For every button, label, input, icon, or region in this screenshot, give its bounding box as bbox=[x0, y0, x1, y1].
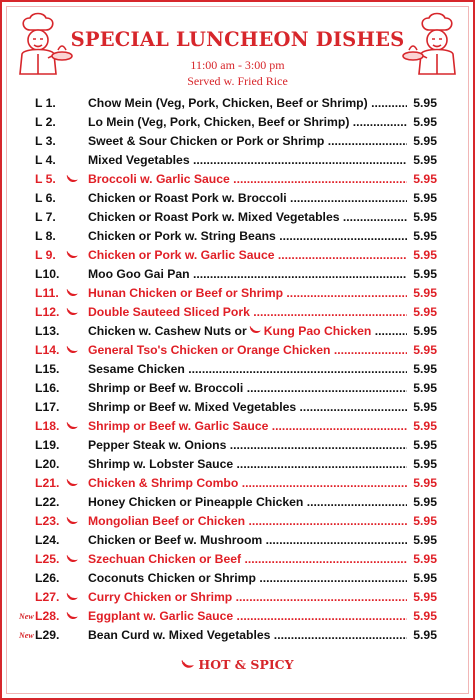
item-price: 5.95 bbox=[413, 476, 437, 490]
item-price: 5.95 bbox=[413, 362, 437, 376]
item-number: L10. bbox=[35, 267, 60, 281]
item-price: 5.95 bbox=[413, 590, 437, 604]
item-number: L29. bbox=[35, 628, 60, 642]
item-number: L12. bbox=[35, 305, 60, 319]
item-number: L15. bbox=[35, 362, 60, 376]
item-price: 5.95 bbox=[413, 400, 437, 414]
menu-item bbox=[2, 208, 473, 227]
item-price: 5.95 bbox=[413, 419, 437, 433]
item-name: Curry Chicken or Shrimp ..... bbox=[88, 588, 407, 607]
menu-item bbox=[2, 170, 473, 189]
menu-item bbox=[2, 246, 473, 265]
item-name: Honey Chicken or Pineapple Chicken ..... bbox=[88, 493, 407, 512]
item-name: Chicken or Beef w. Mushroom ..... bbox=[88, 531, 407, 550]
item-number: L16. bbox=[35, 381, 60, 395]
menu-list bbox=[2, 94, 473, 645]
item-price: 5.95 bbox=[413, 210, 437, 224]
item-number: L23. bbox=[35, 514, 60, 528]
item-number: L 7. bbox=[35, 210, 56, 224]
menu-item bbox=[2, 455, 473, 474]
item-name: Sesame Chicken ..... bbox=[88, 360, 407, 379]
menu-item bbox=[2, 531, 473, 550]
item-price: 5.95 bbox=[413, 96, 437, 110]
item-number: L 5. bbox=[35, 172, 56, 186]
menu-item bbox=[2, 227, 473, 246]
chili-pepper-icon bbox=[66, 308, 79, 317]
item-name: Lo Mein (Veg, Pork, Chicken, Beef or Shrimp) ..... bbox=[88, 113, 407, 132]
item-number: L18. bbox=[35, 419, 60, 433]
item-name: Shrimp w. Lobster Sauce ..... bbox=[88, 455, 407, 474]
chili-pepper-icon bbox=[66, 517, 79, 526]
menu-item bbox=[2, 341, 473, 360]
served-note: Served w. Fried Rice bbox=[187, 74, 288, 88]
menu-item bbox=[2, 322, 473, 341]
menu-item bbox=[2, 151, 473, 170]
hours-text: 11:00 am - 3:00 pm bbox=[190, 58, 285, 72]
item-name: Sweet & Sour Chicken or Pork or Shrimp ..... bbox=[88, 132, 407, 151]
chili-pepper-icon bbox=[181, 660, 195, 670]
item-number: L20. bbox=[35, 457, 60, 471]
menu-item bbox=[2, 607, 473, 626]
item-number: L26. bbox=[35, 571, 60, 585]
item-price: 5.95 bbox=[413, 381, 437, 395]
item-price: 5.95 bbox=[413, 134, 437, 148]
item-price: 5.95 bbox=[413, 552, 437, 566]
menu-item bbox=[2, 94, 473, 113]
menu-item bbox=[2, 132, 473, 151]
item-number: L 3. bbox=[35, 134, 56, 148]
menu-item bbox=[2, 417, 473, 436]
item-price: 5.95 bbox=[413, 628, 437, 642]
item-name: Szechuan Chicken or Beef ..... bbox=[88, 550, 407, 569]
item-number: L22. bbox=[35, 495, 60, 509]
chili-pepper-icon bbox=[66, 175, 79, 184]
item-name: Chicken or Pork w. Garlic Sauce ..... bbox=[88, 246, 407, 265]
item-number: L24. bbox=[35, 533, 60, 547]
item-spicy-variant: Kung Pao Chicken bbox=[263, 324, 372, 338]
menu-item bbox=[2, 379, 473, 398]
item-number: L25. bbox=[35, 552, 60, 566]
item-name: Shrimp or Beef w. Mixed Vegetables ..... bbox=[88, 398, 407, 417]
item-name: General Tso's Chicken or Orange Chicken ..... bbox=[88, 341, 407, 360]
item-number: L11. bbox=[35, 286, 59, 300]
new-badge: New bbox=[19, 612, 34, 621]
item-name: Mongolian Beef or Chicken ..... bbox=[88, 512, 407, 531]
menu-item bbox=[2, 265, 473, 284]
item-name: Chicken & Shrimp Combo ..... bbox=[88, 474, 407, 493]
item-price: 5.95 bbox=[413, 305, 437, 319]
menu-item bbox=[2, 626, 473, 645]
item-name: Bean Curd w. Mixed Vegetables ..... bbox=[88, 626, 407, 645]
item-name: Hunan Chicken or Beef or Shrimp ..... bbox=[88, 284, 407, 303]
item-name: Pepper Steak w. Onions ..... bbox=[88, 436, 407, 455]
item-price: 5.95 bbox=[413, 514, 437, 528]
item-price: 5.95 bbox=[413, 153, 437, 167]
page-title: SPECIAL LUNCHEON DISHES bbox=[70, 28, 405, 51]
item-name: Chicken or Roast Pork w. Broccoli ..... bbox=[88, 189, 407, 208]
chili-pepper-icon bbox=[66, 346, 79, 355]
item-name: Chicken w. Cashew Nuts or Kung Pao Chicken ..... bbox=[88, 322, 407, 341]
item-name: Eggplant w. Garlic Sauce ..... bbox=[88, 607, 407, 626]
chili-pepper-icon bbox=[66, 612, 79, 621]
menu-item bbox=[2, 284, 473, 303]
menu-item bbox=[2, 360, 473, 379]
menu-item bbox=[2, 588, 473, 607]
item-price: 5.95 bbox=[413, 172, 437, 186]
item-number: L 4. bbox=[35, 153, 56, 167]
item-price: 5.95 bbox=[413, 191, 437, 205]
chili-pepper-icon bbox=[66, 289, 79, 298]
item-name: Shrimp or Beef w. Broccoli ..... bbox=[88, 379, 407, 398]
item-number: L28. bbox=[35, 609, 60, 623]
item-price: 5.95 bbox=[413, 571, 437, 585]
chili-pepper-icon bbox=[66, 422, 79, 431]
item-name: Mixed Vegetables ..... bbox=[88, 151, 407, 170]
item-price: 5.95 bbox=[413, 286, 437, 300]
item-price: 5.95 bbox=[413, 324, 437, 338]
item-name: Moo Goo Gai Pan ..... bbox=[88, 265, 407, 284]
chili-pepper-icon bbox=[66, 555, 79, 564]
item-number: L 1. bbox=[35, 96, 56, 110]
item-price: 5.95 bbox=[413, 343, 437, 357]
item-price: 5.95 bbox=[413, 248, 437, 262]
menu-item bbox=[2, 550, 473, 569]
chili-pepper-icon bbox=[66, 593, 79, 602]
item-price: 5.95 bbox=[413, 609, 437, 623]
new-badge: New bbox=[19, 631, 34, 640]
item-price: 5.95 bbox=[413, 267, 437, 281]
item-number: L 6. bbox=[35, 191, 56, 205]
menu-item bbox=[2, 189, 473, 208]
item-name: Chicken or Pork w. String Beans ..... bbox=[88, 227, 407, 246]
item-name: Coconuts Chicken or Shrimp ..... bbox=[88, 569, 407, 588]
item-name: Chow Mein (Veg, Pork, Chicken, Beef or Shrimp) ..... bbox=[88, 94, 407, 113]
item-price: 5.95 bbox=[413, 115, 437, 129]
item-price: 5.95 bbox=[413, 229, 437, 243]
spicy-legend bbox=[2, 657, 473, 672]
menu-item bbox=[2, 436, 473, 455]
menu-item bbox=[2, 493, 473, 512]
item-price: 5.95 bbox=[413, 457, 437, 471]
item-number: L14. bbox=[35, 343, 60, 357]
menu-item bbox=[2, 569, 473, 588]
item-number: L21. bbox=[35, 476, 60, 490]
menu-item bbox=[2, 303, 473, 322]
item-number: L 9. bbox=[35, 248, 56, 262]
item-number: L13. bbox=[35, 324, 60, 338]
item-number: L17. bbox=[35, 400, 60, 414]
item-price: 5.95 bbox=[413, 438, 437, 452]
menu-item bbox=[2, 512, 473, 531]
chili-pepper-icon bbox=[66, 251, 79, 260]
menu-item bbox=[2, 398, 473, 417]
legend-label: HOT & SPICY bbox=[198, 657, 294, 672]
menu-item bbox=[2, 113, 473, 132]
chili-pepper-icon bbox=[249, 326, 262, 335]
item-price: 5.95 bbox=[413, 495, 437, 509]
item-number: L 8. bbox=[35, 229, 56, 243]
menu-item bbox=[2, 474, 473, 493]
item-name: Double Sauteed Sliced Pork ..... bbox=[88, 303, 407, 322]
item-name: Shrimp or Beef w. Garlic Sauce ..... bbox=[88, 417, 407, 436]
item-name: Broccoli w. Garlic Sauce ..... bbox=[88, 170, 407, 189]
item-number: L 2. bbox=[35, 115, 56, 129]
item-name: Chicken or Roast Pork w. Mixed Vegetables ..... bbox=[88, 208, 407, 227]
item-number: L27. bbox=[35, 590, 60, 604]
item-price: 5.95 bbox=[413, 533, 437, 547]
chili-pepper-icon bbox=[66, 479, 79, 488]
item-number: L19. bbox=[35, 438, 60, 452]
